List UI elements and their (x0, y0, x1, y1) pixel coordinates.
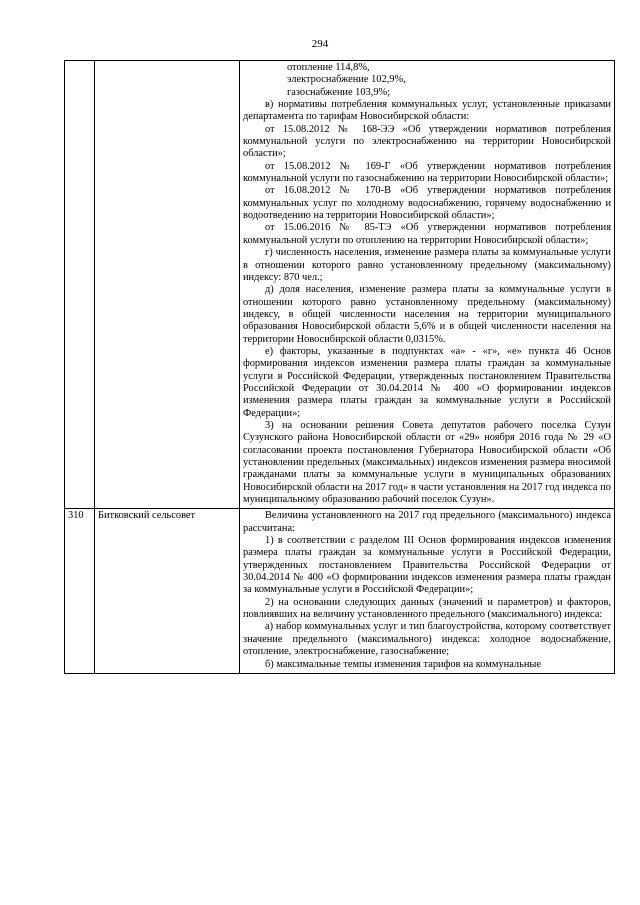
paragraph: 1) в соответствии с разделом III Основ формирования индексов изменения размера платы граждан за коммунальные услуги в Российской Федерации, утвержденных постановлением Правительства Российской Федерации от 30.04.2014 № 400 «О формировании индексов изменения размера платы граждан за коммунальные услуги в Российской Федерации»; (243, 535, 611, 596)
paragraph: электроснабжение 102,9%, (287, 74, 406, 86)
paragraph: в) нормативы потребления коммунальных услуг, установленные приказами департамента по тарифам Новосибирской области: (243, 99, 611, 123)
paragraph: д) доля населения, изменение размера платы за коммунальные услуги в отношении которого равно установленному предельному (максимальному) индексу, в общей численности населения на территории муниципального образования Новосибирской области 5,6% и в общей численности населения на территории Новосибирской области 0,0315%. (243, 284, 611, 345)
paragraph: г) численность населения, изменение размера платы за коммунальные услуги в отношении которого равно установленному предельному (максимальному) индексу: 870 чел.; (243, 247, 611, 283)
row-number: 310 (65, 509, 95, 673)
table-row (65, 509, 615, 673)
paragraph: е) факторы, указанные в подпунктах «а» - «г», «е» пункта 46 Основ формирования индексов изменения размера платы граждан за коммунальные услуги в Российской Федерации, утвержденных постановлением Правительства Российской Федерации от 30.04.2014 № 400 «О формировании индексов изменения размера платы граждан за коммунальные услуги в Российской Федерации»; (243, 345, 611, 419)
paragraph: от 16.08.2012 № 170-В «Об утверждении нормативов потребления коммунальных услуг по холодному водоснабжению, горячему водоснабжению и водоотведению на территории Новосибирской области»; (243, 185, 611, 222)
paragraph: 2) на основании следующих данных (значений и параметров) и факторов, повлиявших на величину установленного предельного (максимального) индекса: (243, 596, 611, 621)
paragraph: Величина установленного на 2017 год предельного (максимального) индекса рассчитана: (243, 510, 611, 534)
paragraph: газоснабжение 103,9%; (287, 86, 391, 98)
paragraph: б) максимальные темпы изменения тарифов на коммунальные (265, 658, 541, 670)
municipality-name: Битковский сельсовет (95, 509, 240, 673)
paragraph: от 15.08.2012 № 168-ЭЭ «Об утверждении нормативов потребления коммунальной услуги по электроснабжению на территории Новосибирской области»; (243, 123, 611, 160)
table-row (65, 61, 615, 509)
row-text (240, 509, 615, 673)
page-number: 294 (311, 38, 329, 50)
document-table (64, 60, 615, 674)
paragraph: от 15.08.2012 № 169-Г «Об утверждении нормативов потребления коммунальной услуги по газоснабжению на территории Новосибирской области»; (243, 160, 611, 185)
row-text (240, 61, 615, 509)
paragraph: отопление 114,8%, (287, 62, 370, 73)
paragraph: 3) на основании решения Совета депутатов рабочего поселка Сузун Сузунского района Новосибирской области от «29» ноября 2016 года № 29 «О согласовании проекта постановления Губернатора Новосибирской области «Об установлении предельных (максимальных) индексов изменения размера вносимой гражданами платы за коммунальные услуги в муниципальных образованиях Новосибирской области на 2017 год» в части установления на 2017 год индекса по муниципальному образованию рабочий поселок Сузун». (243, 419, 611, 506)
paragraph: а) набор коммунальных услуг и тип благоустройства, которому соответствует значение предельного (максимального) индекса: холодное водоснабжение, отопление, электроснабжение, газоснабжение; (243, 621, 611, 658)
paragraph: от 15.06.2016 № 85-ТЭ «Об утверждении нормативов потребления коммунальной услуги по отоплению на территории Новосибирской области»; (243, 222, 611, 246)
municipality-name (95, 61, 240, 509)
row-number (65, 61, 95, 509)
